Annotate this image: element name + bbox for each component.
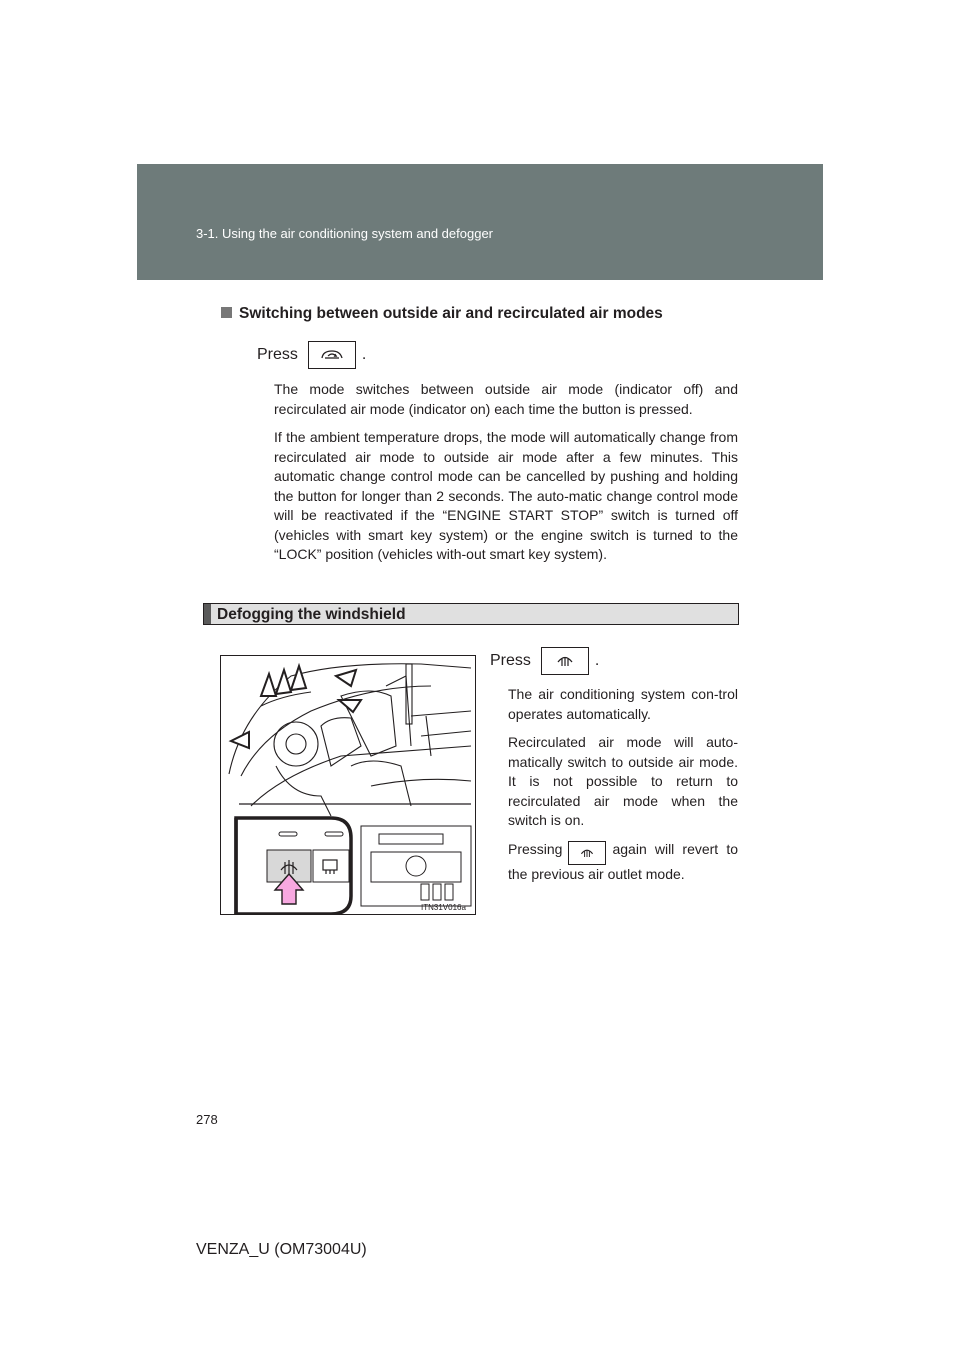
section-bar-accent (204, 604, 211, 624)
recirc-heading-text: Switching between outside air and recirculated air modes (239, 305, 663, 322)
square-bullet-icon (221, 307, 232, 318)
recirc-press-line (257, 341, 366, 369)
defog-paragraph-3 (508, 840, 738, 885)
recirc-subheading (221, 305, 663, 323)
section-path: 3-1. Using the air conditioning system and defogger (196, 226, 494, 241)
defog-press-line (490, 647, 599, 675)
page-number: 278 (196, 1112, 218, 1127)
document-id: VENZA_U (OM73004U) (196, 1241, 367, 1258)
front-defroster-button-inline[interactable] (568, 841, 606, 865)
defog-paragraph-2: Recirculated air mode will auto-matically switch to outside air mode. It is not possible to return to recirculated air mode when the switch is on. (508, 734, 738, 828)
recirc-body (274, 380, 738, 574)
revert-before-text: Pressing (508, 840, 563, 857)
defogger-illustration (220, 655, 476, 915)
defog-paragraph-1: The air conditioning system con-trol operates automatically. (508, 686, 738, 722)
defog-section-title: Defogging the windshield (217, 606, 406, 623)
illustration-code: ITN31V016a (421, 903, 466, 912)
period: . (594, 652, 600, 669)
front-defroster-icon (579, 847, 595, 859)
revert-after-text: again will revert to the previous air outlet mode. (508, 840, 738, 882)
period: . (361, 346, 367, 363)
front-defroster-button[interactable] (541, 647, 589, 675)
front-defroster-icon (555, 654, 575, 668)
header-band (137, 164, 823, 280)
car-interior-illustration (221, 656, 476, 915)
press-label: Press (257, 346, 298, 363)
defog-section-bar (203, 603, 739, 625)
press-label: Press (490, 652, 531, 669)
recirculated-air-icon (319, 348, 345, 362)
defog-body (508, 685, 738, 893)
recirculate-button[interactable] (308, 341, 356, 369)
recirc-paragraph-1: The mode switches between outside air mode (indicator off) and recirculated air mode (indicator on) each time the button is pressed. (274, 381, 738, 417)
recirc-paragraph-2: If the ambient temperature drops, the mode will automatically change from recirculated air mode to outside air mode after a few minutes. This automatic change control mode can be cancelled by pushing and holding the button for longer than 2 seconds. The auto-matic change control mode will be reactivated if the “ENGINE START STOP” switch is turned off (vehicles with smart key system) or the engine switch is turned to the “LOCK” position (vehicles with-out smart key system). (274, 429, 738, 562)
